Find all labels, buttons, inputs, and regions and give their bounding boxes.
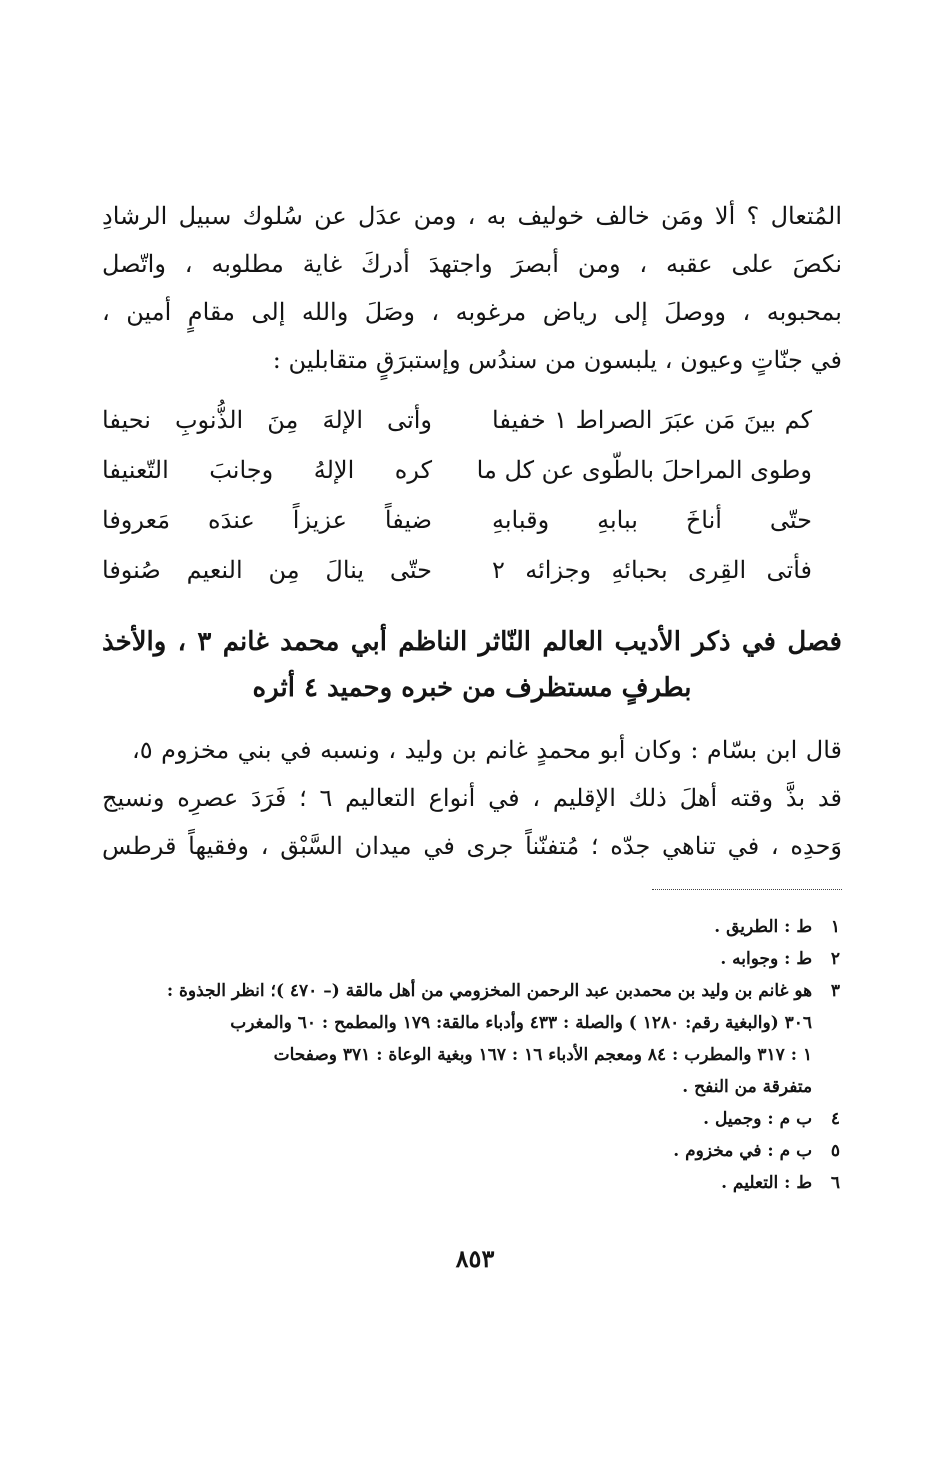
prose-line: قال ابن بسّام : وكان أبو محمدٍ غانم بن وليد ، ونسبه في بني مخزوم ٥، <box>132 736 842 764</box>
prose-line: نكصَ على عقبه ، ومن أبصرَ واجتهدَ أدركَ غاية مطلوبه ، واتّصل <box>102 250 842 278</box>
footnote-number: ٢ <box>830 949 840 969</box>
prose-line: قد بذَّ وقته أهلَ ذلك الإقليم ، في أنواع التعاليم ٦ ؛ فَرَدَ عصرِه ونسيج <box>102 784 842 812</box>
footnote-number: ٤ <box>830 1109 840 1129</box>
footnote-text: ب م : وجميل . <box>703 1109 813 1129</box>
verse-second-hemistich: حتّى ينالَ مِن النعيم صُنوفا <box>102 556 432 584</box>
verse-second-hemistich: وأتى الإلهَ مِنَ الذُّنوبِ نحيفا <box>102 406 432 434</box>
footnote-text: ط : التعليم . <box>721 1173 813 1193</box>
prose-line: المُتعال ؟ ألا ومَن خالف خوليف به ، ومن عدَل عن سُلوك سبيل الرشادِ <box>102 202 842 230</box>
footnote-number: ١ <box>830 917 840 937</box>
footnote-text: ب م : في مخزوم . <box>673 1141 813 1161</box>
footnote <box>100 1168 840 1200</box>
footnote <box>100 944 840 976</box>
page-number: ٨٥٣ <box>455 1244 495 1273</box>
prose-line: وَحدِه ، في تناهي جدّه ؛ مُتفنّناً جرى في ميدان السَّبْق ، وفقيهاً قرطس <box>102 832 842 860</box>
footnote <box>100 912 840 944</box>
footnote-text: ٣٠٦ (والبغية رقم: ١٢٨٠ ) والصلة : ٤٣٣ وأدباء مالقة: ١٧٩ والمطمح : ٦٠ والمغرب <box>230 1013 813 1033</box>
poem-verse <box>102 548 842 596</box>
footnote-text: ط : الطريق . <box>714 917 813 937</box>
footnote-text: ١ : ٣١٧ والمطرب : ٨٤ ومعجم الأدباء ١٦ : ١٦٧ وبغية الوعاة : ٣٧١ وصفحات <box>273 1045 813 1065</box>
footnote <box>100 976 840 1008</box>
footnote-number: ٥ <box>830 1141 840 1161</box>
footnote-number: ٣ <box>830 981 840 1001</box>
verse-second-hemistich: ضيفاً عزيزاً عندَه مَعروفا <box>102 506 432 534</box>
prose-line: بمحبوبه ، ووصلَ إلى رياض مرغوبه ، وصَلَ والله إلى مقامٍ أمين ، <box>102 298 842 326</box>
section-heading-line-2: بطرفٍ مستظرف من خبره وحميد ٤ أثره <box>252 673 692 703</box>
footnote-text: هو غانم بن وليد بن محمدبن عبد الرحمن المخزومي من أهل مالقة (– ٤٧٠ )؛ انظر الجذوة : <box>166 981 813 1001</box>
prose-line: في جنّاتٍ وعيون ، يلبسون من سندُس وإستبرَقٍ متقابلين : <box>272 346 842 374</box>
verse-first-hemistich: كم بينَ مَن عبَرَ الصراط ١ خفيفا <box>492 406 813 434</box>
section-heading-line-1: فصل في ذكر الأديب العالم النّاثر الناظم أبي محمد غانم ٣ ، والأخذ <box>102 627 842 657</box>
poem-verse <box>102 398 842 446</box>
verse-first-hemistich: حتّى أناخَ ببابهِ وقبابهِ <box>492 506 812 534</box>
footnote-text: متفرقة من النفح . <box>682 1077 813 1097</box>
footnote-continuation <box>100 1040 840 1072</box>
footnote-text: ط : وجوابه . <box>720 949 813 969</box>
verse-second-hemistich: كره الإلهُ وجانبَ التّعنيفا <box>102 456 432 484</box>
footnote-continuation <box>100 1072 840 1104</box>
footnote-continuation <box>100 1008 840 1040</box>
footnote-number: ٦ <box>830 1173 840 1193</box>
verse-first-hemistich: فأتى القِرى بحبائهِ وجزائه ٢ <box>492 556 812 584</box>
poem-verse <box>102 448 842 496</box>
footnote <box>100 1136 840 1168</box>
footnote-separator <box>652 889 842 890</box>
footnote <box>100 1104 840 1136</box>
poem-verse <box>102 498 842 546</box>
verse-first-hemistich: وطوى المراحلَ بالطّوى عن كل ما <box>476 456 812 484</box>
